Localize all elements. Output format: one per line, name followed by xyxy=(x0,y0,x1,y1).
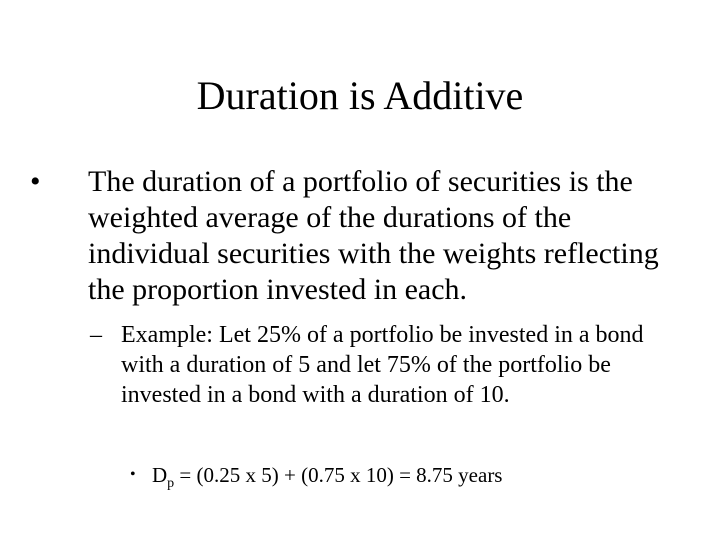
example-text: Example: Let 25% of a portfolio be invested in a bond with a duration of 5 and let 75% of the portfolio be invested in a bond with a duration of 10. xyxy=(121,322,644,408)
bullet-marker-small: • xyxy=(130,466,136,483)
slide-title: Duration is Additive xyxy=(196,73,524,118)
formula xyxy=(152,462,502,497)
formula-equation: = (0.25 x 5) + (0.75 x 10) = 8.75 years xyxy=(174,463,503,487)
formula-subscript: p xyxy=(167,476,175,491)
formula-symbol: D xyxy=(152,463,168,487)
bullet-text: The duration of a portfolio of securities is the weighted average of the durations of the individual securities with the weights reflecting the proportion invested in each. xyxy=(88,165,659,306)
bullet-marker: • xyxy=(30,165,41,198)
dash-marker: – xyxy=(90,322,102,348)
